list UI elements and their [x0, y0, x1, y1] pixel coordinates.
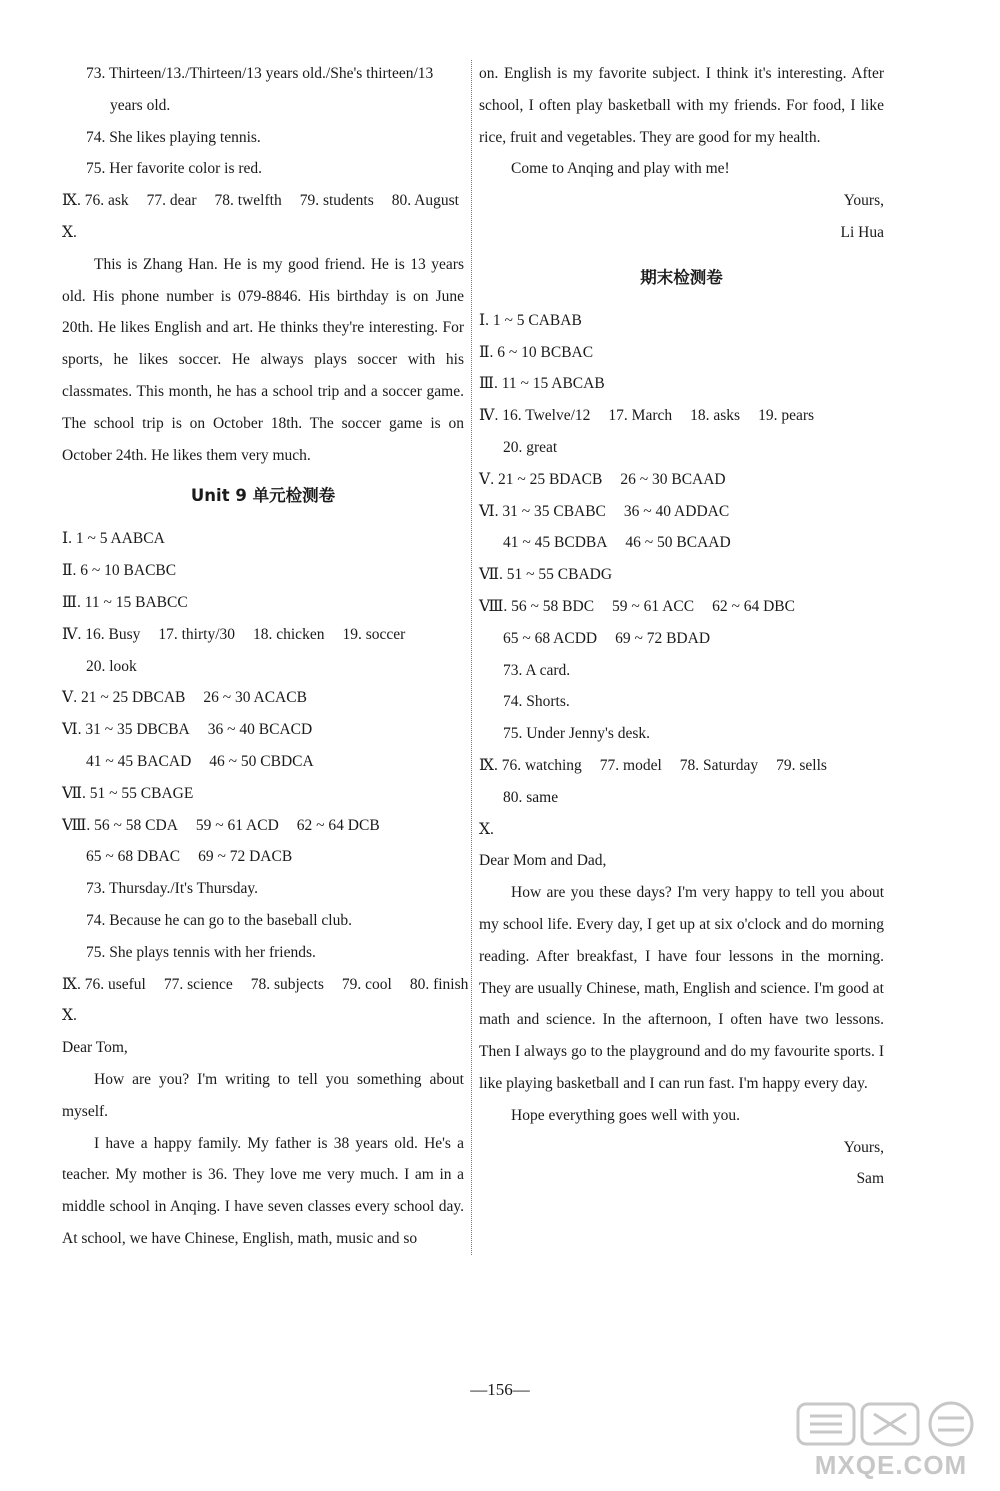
- final-v: [479, 464, 884, 496]
- section-ix: [62, 185, 464, 217]
- unit9-answer-75: 75. She plays tennis with her friends.: [86, 943, 316, 961]
- viii-item: 62 ~ 64 DBC: [712, 597, 795, 615]
- vi-item: 41 ~ 45 BCDBA: [503, 534, 608, 552]
- vi-item: 46 ~ 50 BCAAD: [625, 534, 731, 552]
- ix-item: Ⅸ. 76. ask: [62, 192, 129, 210]
- letter-paragraph: I have a happy family. My father is 38 years old. He's a teacher. My mother is 36. They love me very much. I am in a middle school in Anqing. I have seven classes every school day. At school, we have Chinese, English, math, music and so: [62, 1134, 464, 1247]
- final-answer-74: 74. Shorts.: [503, 693, 570, 711]
- ix-item: 78. Saturday: [679, 756, 759, 774]
- vi-item: 36 ~ 40 ADDAC: [623, 502, 730, 520]
- final-viii-cont: [479, 623, 884, 655]
- essay-paragraph: This is Zhang Han. He is my good friend. He is 13 years old. His phone number is 079-8846. His birthday is on June 20th. He likes English and art. He thinks they're interesting. For sports, he likes soccer. He always plays soccer with his classmates. This month, he has a school trip and a soccer game. The school trip is on October 18th. The soccer game is on October 24th. He likes them very much.: [62, 255, 464, 464]
- viii-item: Ⅷ. 56 ~ 58 BDC: [479, 597, 595, 615]
- left-column: [62, 58, 469, 1255]
- letter-paragraph: How are you? I'm writing to tell you something about myself.: [62, 1070, 464, 1120]
- letter-signature: Sam: [856, 1170, 884, 1188]
- final-iii: Ⅲ. 11 ~ 15 ABCAB: [479, 375, 605, 393]
- vi-item: 41 ~ 45 BACAD: [86, 752, 192, 770]
- viii-item: 62 ~ 64 DCB: [296, 816, 380, 834]
- iv-item: Ⅳ. 16. Twelve/12: [479, 407, 591, 425]
- letter-greeting: Dear Tom,: [62, 1039, 128, 1057]
- letter-continuation: on. English is my favorite subject. I think it's interesting. After school, I often play basketball with my friends. For food, I like rice, fruit and vegetables. They are good for my health.: [479, 65, 884, 146]
- ix-item: 77. dear: [146, 192, 197, 210]
- unit9-iv: [62, 619, 464, 651]
- column-divider: [471, 60, 472, 1255]
- final-ix: [479, 750, 884, 782]
- iv-item: Ⅳ. 16. Busy: [62, 625, 141, 643]
- final-exam-title: 期末检测卷: [640, 267, 723, 287]
- answer-75: 75. Her favorite color is red.: [86, 160, 263, 178]
- v-item: Ⅴ. 21 ~ 25 DBCAB: [62, 689, 186, 707]
- ix-item: 79. sells: [776, 756, 827, 774]
- unit9-viii-cont: [62, 841, 464, 873]
- ix-item: 78. twelfth: [214, 192, 282, 210]
- ix-item: 79. students: [299, 192, 374, 210]
- final-viii: [479, 591, 884, 623]
- unit9-answer-74: 74. Because he can go to the baseball club.: [86, 911, 352, 929]
- unit9-answer-73: 73. Thursday./It's Thursday.: [86, 880, 258, 898]
- unit9-i: Ⅰ. 1 ~ 5 AABCA: [62, 530, 165, 548]
- ix-item: 77. model: [599, 756, 662, 774]
- letter-signoff: Yours,: [843, 192, 884, 210]
- unit9-iv-20: 20. look: [86, 657, 137, 675]
- ix-item: 78. subjects: [250, 975, 324, 993]
- answer-73: 73. Thirteen/13./Thirteen/13 years old./She's thirteen/13: [86, 65, 434, 82]
- section-x: Ⅹ.: [62, 223, 77, 241]
- ix-item: 77. science: [163, 975, 233, 993]
- iv-item: 19. soccer: [342, 625, 406, 643]
- final-iv: [479, 400, 884, 432]
- unit9-iii: Ⅲ. 11 ~ 15 BABCC: [62, 593, 188, 611]
- watermark: [796, 1400, 986, 1488]
- final-vi-cont: [479, 527, 884, 559]
- final-vii: Ⅶ. 51 ~ 55 CBADG: [479, 566, 613, 584]
- watermark-site-text: MXQE.COM: [814, 1450, 968, 1480]
- iv-item: 18. chicken: [253, 625, 325, 643]
- unit9-viii: [62, 810, 464, 842]
- viii-item: Ⅷ. 56 ~ 58 CDA: [62, 816, 178, 834]
- vi-item: Ⅵ. 31 ~ 35 CBABC: [479, 502, 606, 520]
- letter-paragraph: Hope everything goes well with you.: [511, 1106, 741, 1124]
- final-x: Ⅹ.: [479, 820, 494, 838]
- right-column: [479, 58, 884, 1195]
- iv-item: 17. March: [608, 407, 673, 425]
- final-vi: [479, 496, 884, 528]
- viii-item: 59 ~ 61 ACD: [195, 816, 279, 834]
- viii-item: 65 ~ 68 ACDD: [503, 629, 598, 647]
- final-iv-20: 20. great: [503, 438, 558, 456]
- letter-greeting: Dear Mom and Dad,: [479, 852, 607, 870]
- viii-item: 59 ~ 61 ACC: [612, 597, 695, 615]
- letter-closing-line: Come to Anqing and play with me!: [511, 160, 730, 178]
- v-item: Ⅴ. 21 ~ 25 BDACB: [479, 470, 603, 488]
- unit9-title: Unit 9 单元检测卷: [190, 486, 336, 506]
- unit9-vi: [62, 714, 464, 746]
- v-item: 26 ~ 30 ACACB: [203, 689, 307, 707]
- unit9-v: [62, 682, 464, 714]
- answer-73-cont: years old.: [110, 96, 171, 114]
- answer-74: 74. She likes playing tennis.: [86, 128, 261, 146]
- final-ix-80: 80. same: [503, 788, 559, 806]
- ix-item: 79. cool: [341, 975, 392, 993]
- vi-item: Ⅵ. 31 ~ 35 DBCBA: [62, 721, 190, 739]
- iv-item: 19. pears: [758, 407, 815, 425]
- vi-item: 46 ~ 50 CBDCA: [209, 752, 314, 770]
- final-answer-75: 75. Under Jenny's desk.: [503, 725, 651, 743]
- vi-item: 36 ~ 40 BCACD: [207, 721, 313, 739]
- final-i: Ⅰ. 1 ~ 5 CABAB: [479, 311, 582, 329]
- unit9-vi-cont: [62, 746, 464, 778]
- viii-item: 69 ~ 72 DACB: [198, 848, 293, 866]
- final-answer-73: 73. A card.: [503, 661, 571, 679]
- unit9-x: Ⅹ.: [62, 1007, 77, 1025]
- final-ii: Ⅱ. 6 ~ 10 BCBAC: [479, 343, 594, 361]
- watermark-logo-icon: [796, 1400, 986, 1448]
- ix-item: 80. finish: [409, 975, 469, 993]
- unit9-ix: [62, 969, 469, 1001]
- page-number: —156—: [470, 1380, 530, 1399]
- ix-item: Ⅸ. 76. useful: [62, 975, 146, 993]
- iv-item: 17. thirty/30: [158, 625, 235, 643]
- letter-signoff: Yours,: [843, 1138, 884, 1156]
- ix-item: 80. August: [391, 192, 459, 210]
- unit9-ii: Ⅱ. 6 ~ 10 BACBC: [62, 562, 177, 580]
- letter-signature: Li Hua: [840, 223, 884, 241]
- letter-paragraph: How are you these days? I'm very happy to tell you about my school life. Every day, I get up at six o'clock and do morning reading. After breakfast, I have four lessons in the morning. They are usually Chinese, math, English and science. I'm good at math and science. In the afternoon, I often have two lessons. Then I always go to the playground and do my favourite sports. I like playing basketball and I can run fast. I'm happy every day.: [479, 884, 884, 1092]
- iv-item: 18. asks: [690, 407, 741, 425]
- unit9-vii: Ⅶ. 51 ~ 55 CBAGE: [62, 784, 194, 802]
- v-item: 26 ~ 30 BCAAD: [620, 470, 726, 488]
- viii-item: 65 ~ 68 DBAC: [86, 848, 181, 866]
- viii-item: 69 ~ 72 BDAD: [615, 629, 711, 647]
- ix-item: Ⅸ. 76. watching: [479, 756, 582, 774]
